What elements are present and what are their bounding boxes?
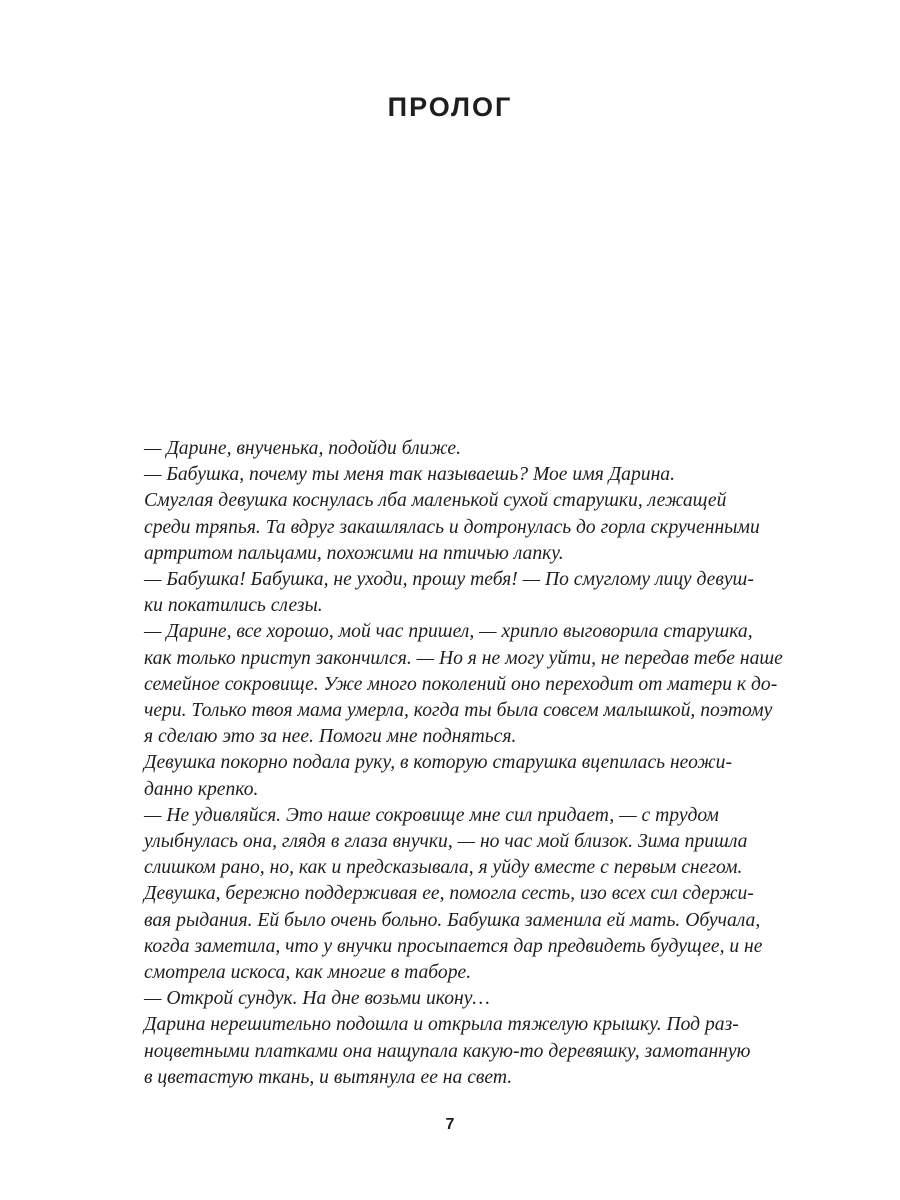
text-line: улыбнулась она, глядя в глаза внучки, — но час мой близок. Зима пришла	[144, 831, 748, 853]
page-number: 7	[445, 1116, 455, 1133]
text-line: — Не удивляйся. Это наше сокровище мне сил придает, — с трудом	[144, 804, 719, 826]
text-line: ки покатились слезы.	[144, 595, 323, 617]
paragraph-2	[108, 462, 782, 488]
text-line: — Бабушка, почему ты меня так называешь? Мое имя Дарина.	[144, 464, 675, 486]
text-line: вая рыдания. Ей было очень больно. Бабушка заменила ей мать. Обучала,	[144, 909, 761, 931]
paragraph-7	[108, 803, 782, 882]
paragraph-9	[108, 986, 782, 1012]
text-line: Дарина нерешительно подошла и открыла тяжелую крышку. Под раз-	[144, 1014, 739, 1036]
body-text	[108, 436, 782, 1091]
text-line: когда заметила, что у внучки просыпается дар предвидеть будущее, и не	[144, 935, 763, 957]
text-line: Девушка, бережно поддерживая ее, помогла сесть, изо всех сил сдержи-	[144, 883, 754, 905]
text-line: среди тряпья. Та вдруг закашлялась и дотронулась до горла скрученными	[144, 516, 760, 538]
text-line: — Дарине, внученька, подойди ближе.	[144, 438, 461, 459]
text-line: Смуглая девушка коснулась лба маленькой сухой старушки, лежащей	[144, 490, 727, 512]
paragraph-5	[108, 619, 782, 750]
text-line: я сделаю это за нее. Помоги мне подняться.	[144, 726, 517, 748]
text-line: семейное сокровище. Уже много поколений оно переходит от матери к до-	[144, 673, 778, 695]
paragraph-10	[108, 1012, 782, 1091]
paragraph-3	[108, 488, 782, 567]
text-line: — Открой сундук. На дне возьми икону…	[144, 988, 490, 1010]
text-line: данно крепко.	[144, 778, 259, 800]
text-line: ноцветными платками она нащупала какую-то деревяшку, замотанную	[144, 1040, 751, 1062]
chapter-title: ПРОЛОГ	[387, 92, 513, 122]
text-line: слишком рано, но, как и предсказывала, я уйду вместе с первым снегом.	[144, 857, 743, 879]
text-line: — Бабушка! Бабушка, не уходи, прошу тебя! — По смуглому лицу девуш-	[144, 569, 754, 591]
text-line: смотрела искоса, как многие в таборе.	[144, 962, 472, 984]
paragraph-6	[108, 750, 782, 802]
text-line: — Дарине, все хорошо, мой час пришел, — хрипло выговорила старушка,	[144, 621, 753, 643]
text-line: в цветастую ткань, и вытянула ее на свет.	[144, 1066, 513, 1088]
text-line: как только приступ закончился. — Но я не могу уйти, не передав тебе наше	[144, 647, 783, 669]
text-line: чери. Только твоя мама умерла, когда ты была совсем малышкой, поэтому	[144, 700, 773, 722]
text-line: Девушка покорно подала руку, в которую старушка вцепилась неожи-	[144, 752, 732, 774]
paragraph-8	[108, 881, 782, 986]
paragraph-1	[108, 436, 782, 462]
paragraph-4	[108, 567, 782, 619]
text-line: артритом пальцами, похожими на птичью лапку.	[144, 542, 564, 564]
